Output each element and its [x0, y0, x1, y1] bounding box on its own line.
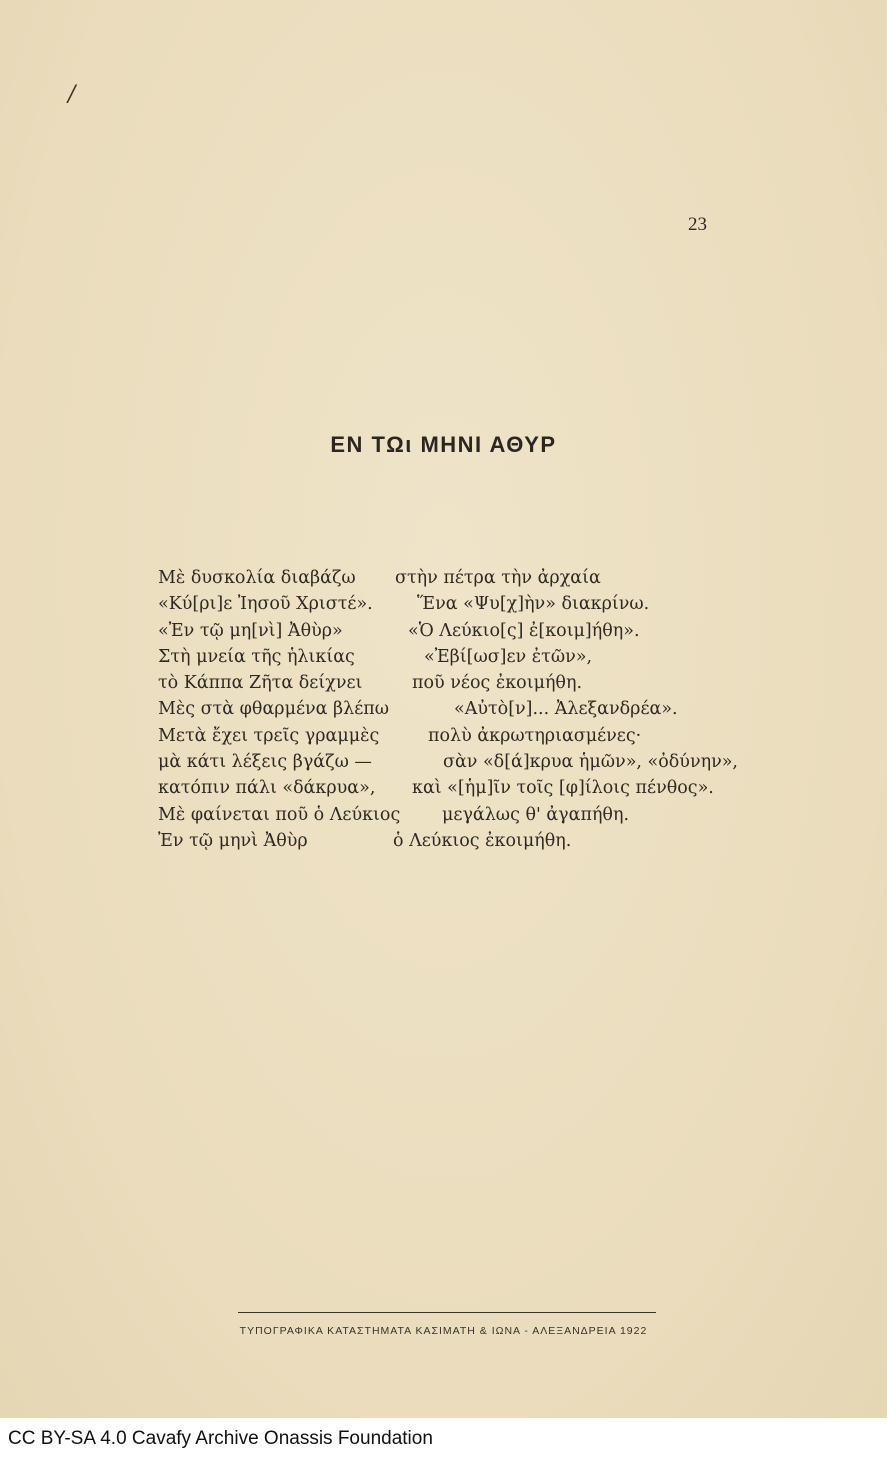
poem-line-left: Στὴ μνεία τῆς ἡλικίας [158, 646, 355, 667]
pencil-mark: / [68, 82, 76, 107]
poem-line-left: Μὲ φαίνεται ποῦ ὁ Λεύκιος [158, 804, 401, 825]
printer-imprint: ΤΥΠΟΓΡΑΦΙΚΑ ΚΑΤΑΣΤΗΜΑΤΑ ΚΑΣΙΜΑΤΗ & ΙΩΝΑ - ΑΛΕΞΑΝΔΡΕΙΑ 1922 [239, 1325, 648, 1337]
poem-line-right: «Αὐτὸ[ν]... Ἀλεξανδρέα». [454, 699, 678, 720]
poem-line-left: Μετὰ ἔχει τρεῖς γραμμὲς [158, 725, 380, 746]
poem-line-right: μεγάλως θ' ἀγαπήθη. [442, 804, 630, 825]
license-credit: CC BY-SA 4.0 Cavafy Archive Onassis Foundation [8, 1428, 433, 1449]
poem-line-left: «Κύ[ρι]ε Ἰησοῦ Χριστέ». [158, 594, 373, 615]
poem-line-right: Ἕνα «Ψυ[χ]ὴν» διακρίνω. [417, 594, 650, 615]
poem-line-right: «Ἐβί[ωσ]εν ἐτῶν», [424, 646, 593, 667]
poem-title: ΕΝ ΤΩι ΜΗΝΙ ΑΘΥΡ [330, 432, 557, 457]
poem-line-left: Μὲς στὰ φθαρμένα βλέπω [158, 699, 390, 720]
poem-line-left: Μὲ δυσκολία διαβάζω [158, 568, 356, 588]
poem-line-right: σὰν «δ[ά]κρυα ἡμῶν», «ὀδύνην», [443, 752, 738, 773]
poem-line-right: πολὺ ἀκρωτηριασμένες· [428, 725, 642, 746]
poem-line-right: ποῦ νέος ἐκοιμήθη. [412, 673, 583, 694]
poem-line-right: καὶ «[ἡμ]ῖν τοῖς [φ]ίλοις πένθος». [412, 778, 714, 799]
poem-line-left: μὰ κάτι λέξεις βγάζω — [158, 752, 372, 773]
poem-line-left: κατόπιν πάλι «δάκρυα», [158, 778, 376, 799]
poem-line-left: «Ἐν τῷ μη[νὶ] Ἀθὺρ» [158, 620, 343, 641]
poem-line-right: στὴν πέτρα τὴν ἀρχαία [395, 568, 601, 588]
poem-line-right: «Ὁ Λεύκιο[ς] ἐ[κοιμ]ήθη». [408, 620, 640, 641]
poem-line-right: ὁ Λεύκιος ἐκοιμήθη. [393, 830, 572, 851]
poem-line-left: τὸ Κάππα Ζῆτα δείχνει [158, 673, 363, 694]
poem-line-left: Ἐν τῷ μηνὶ Ἀθὺρ [158, 830, 308, 851]
footer-rule [238, 1312, 656, 1313]
page-number: 23 [688, 214, 707, 235]
